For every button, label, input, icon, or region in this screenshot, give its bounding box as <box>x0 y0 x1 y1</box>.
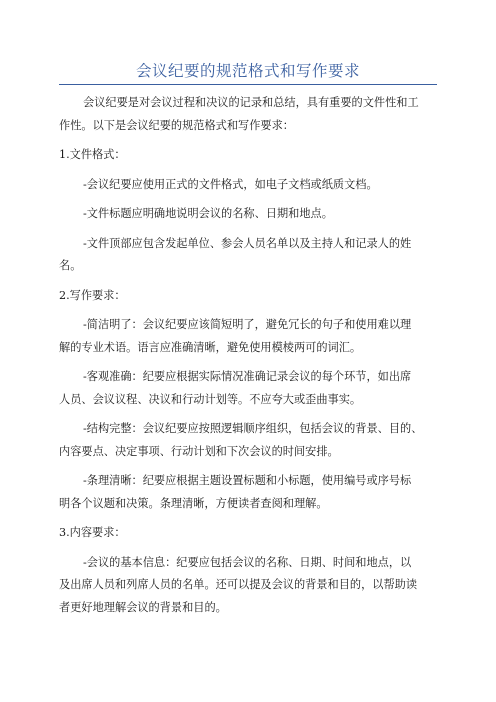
list-item: -会议纪要应使用正式的文件格式，如电子文档或纸质文档。 <box>83 177 378 191</box>
list-item: -会议的基本信息：纪要应包括会议的名称、日期、时间和地点，以 <box>83 555 412 569</box>
list-item-continuation: 解的专业术语。语言应准确清晰，避免使用模棱两可的词汇。 <box>59 340 362 354</box>
list-item-continuation: 名。 <box>59 259 82 272</box>
list-item-continuation: 内容要点、决定事项、行动计划和下次会议的时间安排。 <box>59 444 339 458</box>
list-item-continuation: 明各个议题和决策。条理清晰，方便读者查阅和理解。 <box>59 496 328 510</box>
intro-paragraph-line: 作性。以下是会议纪要的规范格式和写作要求： <box>59 118 294 132</box>
document-title: 会议纪要的规范格式和写作要求 <box>135 62 360 80</box>
list-item: -文件顶部应包含发起单位、参会人员名单以及主持人和记录人的姓 <box>83 236 412 250</box>
list-item: -结构完整：会议纪要应按照逻辑顺序组织，包括会议的背景、目的、 <box>83 422 423 435</box>
list-item: -简洁明了：会议纪要应该简短明了，避免冗长的句子和使用难以理 <box>83 318 412 331</box>
title-underline <box>59 84 437 85</box>
list-item: -条理清晰：纪要应根据主题设置标题和小标题，使用编号或序号标 <box>83 474 412 487</box>
document-body <box>59 92 445 619</box>
list-item-continuation: 者更好地理解会议的背景和目的。 <box>59 600 227 614</box>
list-item: -客观准确：纪要应根据实际情况准确记录会议的每个环节，如出席 <box>83 370 412 383</box>
list-item-continuation: 人员、会议议程、决议和行动计划等。不应夸大或歪曲事实。 <box>59 392 362 406</box>
section-heading: 1.文件格式： <box>59 148 126 161</box>
section-heading: 2.写作要求： <box>59 288 126 302</box>
intro-paragraph-line: 会议纪要是对会议过程和决议的记录和总结，具有重要的文件性和工 <box>83 96 419 109</box>
list-item: -文件标题应明确地说明会议的名称、日期和地点。 <box>83 207 333 220</box>
list-item-continuation: 及出席人员和列席人员的名单。还可以提及会议的背景和目的，以帮助读 <box>59 578 418 591</box>
section-heading: 3.内容要求： <box>59 526 126 539</box>
